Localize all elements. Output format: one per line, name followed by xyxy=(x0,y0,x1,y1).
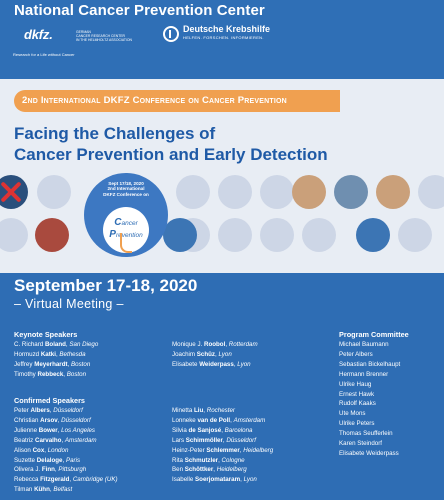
speaker-first-name: Julienne xyxy=(14,426,39,434)
speaker-entry: Silvia de Sanjosé, Barcelona xyxy=(172,426,253,434)
speaker-first-name: Heinz-Peter xyxy=(172,446,207,454)
speaker-entry: Lars Schimmöller, Düsseldorf xyxy=(172,436,256,444)
speaker-last-name: Arsov xyxy=(40,416,58,424)
speaker-last-name: Weiderpass xyxy=(199,360,234,368)
speaker-location: Düsseldorf xyxy=(53,407,83,414)
confirmed-heading: Confirmed Speakers xyxy=(14,396,85,405)
speaker-location: San Diego xyxy=(69,341,99,348)
speaker-location: Amsterdam xyxy=(64,436,97,444)
no-smoking-photo xyxy=(0,175,28,209)
committee-member: Ernest Hawk xyxy=(339,390,375,398)
speaker-entry: Rebecca Fitzgerald, Cambridge (UK) xyxy=(14,476,118,484)
speaker-entry: Hormuzd Katki, Bethesda xyxy=(14,350,86,358)
speaker-last-name: Meyerhardt xyxy=(34,360,68,368)
confirmed-list-1 xyxy=(14,406,118,495)
speaker-first-name: Jeffrey xyxy=(14,360,35,368)
speaker-location: Rochester xyxy=(206,407,235,414)
speaker-last-name: van de Poll xyxy=(197,416,231,424)
committee-heading: Program Committee xyxy=(339,330,409,339)
speaker-entry: Ben Schöttker, Heidelberg xyxy=(172,466,247,474)
speaker-entry: Isabelle Soerjomataram, Lyon xyxy=(172,476,257,484)
runner-photo xyxy=(163,218,197,252)
speaker-first-name: Silvia xyxy=(172,426,189,434)
decor-circle xyxy=(398,218,432,252)
speaker-location: Amsterdam xyxy=(233,416,266,424)
keynote-heading: Keynote Speakers xyxy=(14,330,78,339)
event-format: – Virtual Meeting – xyxy=(14,297,124,311)
committee-member: Ulrike Peters xyxy=(339,420,375,428)
dkfz-subtitle: GERMAN CANCER RESEARCH CENTER IN THE HELMHOLTZ ASSOCIATION xyxy=(76,30,132,42)
speaker-location: Los Angeles xyxy=(61,426,95,434)
speaker-location: Belfast xyxy=(53,486,73,494)
umbrella-handle-icon xyxy=(120,233,132,253)
headline-line-2: Cancer Prevention and Early Detection xyxy=(14,145,328,164)
committee-member: Michael Baumann xyxy=(339,341,389,348)
speaker-first-name: C. Richard xyxy=(14,341,45,348)
speaker-first-name: Timothy xyxy=(14,370,38,378)
speaker-last-name: Fitzgerald xyxy=(40,476,70,484)
speaker-last-name: Schimmöller xyxy=(185,436,223,444)
decor-circle xyxy=(418,175,444,209)
fruit-photo xyxy=(35,218,69,252)
speaker-first-name: Rita xyxy=(172,456,185,464)
speaker-entry: Christian Arsov, Düsseldorf xyxy=(14,416,91,424)
badge-line-2: 2nd International xyxy=(107,186,145,192)
speaker-first-name: Minetta xyxy=(172,407,195,414)
committee-list xyxy=(339,340,400,459)
committee-member: Sebastian Bickelhaupt xyxy=(339,360,401,368)
committee-member: Ute Mons xyxy=(339,410,366,418)
speaker-location: Lyon xyxy=(218,350,232,358)
speaker-location: Düsseldorf xyxy=(226,436,256,444)
dkfz-logo xyxy=(24,26,132,44)
dkfz-wordmark: dkfz. xyxy=(24,27,53,42)
speaker-first-name: Isabelle xyxy=(172,476,196,484)
committee-member: Rudolf Kaaks xyxy=(339,400,376,408)
decor-circle xyxy=(302,218,336,252)
speaker-location: Lyon xyxy=(243,476,257,484)
committee-member: Ulrike Haug xyxy=(339,380,372,388)
speaker-entry: Olivera J. Finn, Pittsburgh xyxy=(14,466,87,474)
speaker-first-name: Christian xyxy=(14,416,41,424)
decor-circle xyxy=(37,175,71,209)
speaker-entry: C. Richard Boland, San Diego xyxy=(14,341,99,348)
speaker-last-name: de Sanjosé xyxy=(188,426,222,434)
sun-photo xyxy=(376,175,410,209)
speaker-location: Boston xyxy=(71,360,91,368)
committee-member: Thomas Seufferlein xyxy=(339,430,393,438)
badge-date-text: Sept 17/18, 2020 xyxy=(108,181,144,186)
badge-title-p: P xyxy=(109,229,116,240)
speaker-first-name: Lars xyxy=(172,436,186,444)
speaker-last-name: Roobol xyxy=(204,341,226,348)
people-photo xyxy=(334,175,368,209)
speaker-last-name: Schöttker xyxy=(184,466,214,474)
speaker-first-name: Joachim xyxy=(172,350,197,358)
speaker-location: Rotterdam xyxy=(228,341,258,348)
speaker-location: Paris xyxy=(65,456,81,464)
speaker-location: Bethesda xyxy=(59,350,86,358)
speaker-entry: Lonneke van de Poll, Amsterdam xyxy=(172,416,266,424)
badge-title-revention: revention xyxy=(115,232,143,239)
speaker-entry: Suzette Delaloge, Paris xyxy=(14,456,81,464)
speaker-entry: Timothy Rebbeck, Boston xyxy=(14,370,87,378)
speaker-location: Heidelberg xyxy=(243,446,274,454)
headline-line-1: Facing the Challenges of xyxy=(14,124,216,143)
speaker-last-name: Bower xyxy=(38,426,58,434)
speaker-last-name: Schmutzler xyxy=(184,456,219,464)
decor-circle xyxy=(176,175,210,209)
speaker-first-name: Monique J. xyxy=(172,341,204,348)
deutsche-krebshilfe-logo xyxy=(163,25,270,42)
badge-line-3: DKFZ Conference on xyxy=(103,191,149,197)
speaker-location: Lyon xyxy=(237,360,251,368)
colon-icon-photo xyxy=(356,218,390,252)
speaker-entry: Julienne Bower, Los Angeles xyxy=(14,426,95,434)
speaker-first-name: Suzette xyxy=(14,456,37,464)
headline xyxy=(14,123,328,165)
keynote-list-1 xyxy=(14,340,98,380)
committee-member: Elisabete Weiderpass xyxy=(339,449,399,457)
speaker-location: Cologne xyxy=(221,456,245,464)
speaker-entry: Minetta Liu, Rochester xyxy=(172,407,235,414)
speaker-location: Heidelberg xyxy=(216,466,247,474)
speaker-last-name: Rebbeck xyxy=(37,370,64,378)
speaker-first-name: Lonneke xyxy=(172,416,198,424)
speaker-first-name: Elisabete xyxy=(172,360,200,368)
speaker-first-name: Peter xyxy=(14,407,31,414)
badge-date xyxy=(88,181,164,197)
decor-circle xyxy=(218,175,252,209)
speaker-last-name: Boland xyxy=(44,341,66,348)
speaker-last-name: Albers xyxy=(30,407,50,414)
speaker-last-name: Kühn xyxy=(34,486,50,494)
center-title: National Cancer Prevention Center xyxy=(14,2,265,19)
speaker-entry: Heinz-Peter Schlemmer, Heidelberg xyxy=(172,446,274,454)
speaker-last-name: Carvalho xyxy=(34,436,62,444)
decor-circle xyxy=(260,218,294,252)
speaker-last-name: Delaloge xyxy=(36,456,63,464)
committee-member: Hermann Brenner xyxy=(339,370,389,378)
speaker-location: Düsseldorf xyxy=(61,416,91,424)
decor-circle xyxy=(260,175,294,209)
speaker-location: Pittsburgh xyxy=(58,466,87,474)
speaker-entry: Monique J. Roobol, Rotterdam xyxy=(172,341,258,348)
speaker-last-name: Cox xyxy=(32,446,45,454)
decor-circle xyxy=(218,218,252,252)
speaker-last-name: Schlemmer xyxy=(206,446,240,454)
prohibition-icon xyxy=(0,175,28,209)
speaker-location: Boston xyxy=(66,370,87,378)
badge-title-c: C xyxy=(114,217,122,228)
event-dates: September 17-18, 2020 xyxy=(14,276,198,295)
speaker-last-name: Schüz xyxy=(196,350,215,358)
speaker-first-name: Tilman xyxy=(14,486,35,494)
speaker-last-name: Katki xyxy=(40,350,56,358)
speaker-entry: Jeffrey Meyerhardt, Boston xyxy=(14,360,91,368)
speaker-last-name: Liu xyxy=(194,407,204,414)
speaker-location: Cambridge (UK) xyxy=(72,476,118,484)
speaker-last-name: Soerjomataram xyxy=(195,476,241,484)
badge-title-ancer: ancer xyxy=(121,220,138,227)
committee-member: Peter Albers xyxy=(339,350,373,358)
speaker-first-name: Alison xyxy=(14,446,33,454)
speaker-first-name: Rebecca xyxy=(14,476,41,484)
speaker-first-name: Ben xyxy=(172,466,185,474)
keynote-list-2 xyxy=(172,340,258,370)
speaker-entry: Tilman Kühn, Belfast xyxy=(14,486,73,494)
speaker-location: Barcelona xyxy=(224,426,253,434)
speaker-first-name: Olivera J. xyxy=(14,466,42,474)
speaker-entry: Alison Cox, London xyxy=(14,446,69,454)
speaker-entry: Peter Albers, Düsseldorf xyxy=(14,407,83,414)
speaker-entry: Beatriz Carvalho, Amsterdam xyxy=(14,436,97,444)
cells-photo xyxy=(292,175,326,209)
speaker-location: London xyxy=(47,446,69,454)
speaker-first-name: Hormuzd xyxy=(14,350,41,358)
krebshilfe-icon xyxy=(163,26,179,42)
speaker-first-name: Beatriz xyxy=(14,436,35,444)
speaker-entry: Joachim Schüz, Lyon xyxy=(172,350,232,358)
speaker-last-name: Finn xyxy=(41,466,55,474)
conference-banner-text: 2nd International DKFZ Conference on Cancer Prevention xyxy=(22,95,287,106)
dkfz-claim: Research for a Life without Cancer xyxy=(13,52,75,57)
krebshilfe-tagline: HELFEN. FORSCHEN. INFORMIEREN. xyxy=(183,35,264,40)
confirmed-list-2 xyxy=(172,406,273,485)
krebshilfe-name: Deutsche Krebshilfe xyxy=(183,24,271,34)
speaker-entry: Elisabete Weiderpass, Lyon xyxy=(172,360,251,368)
speaker-entry: Rita Schmutzler, Cologne xyxy=(172,456,245,464)
committee-member: Karen Steindorf xyxy=(339,440,382,448)
